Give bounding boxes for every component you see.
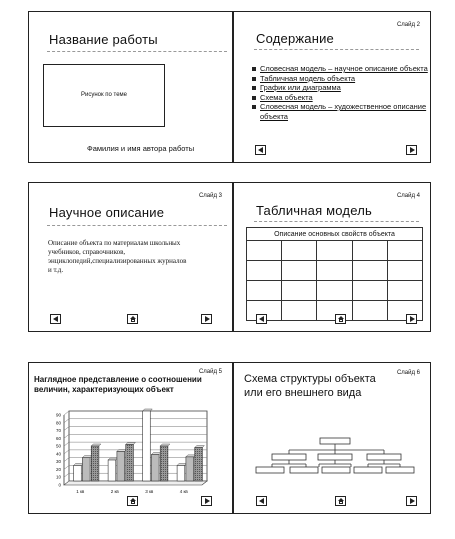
slide-3 — [28, 182, 233, 332]
home-button[interactable] — [127, 314, 138, 324]
bar — [117, 451, 125, 481]
bar-chart — [29, 405, 233, 505]
leaf-node — [322, 467, 350, 473]
bar — [126, 444, 134, 481]
triangle-left-icon — [259, 316, 264, 322]
slide-1 — [28, 11, 233, 163]
slide-5 — [28, 362, 233, 514]
bar — [186, 457, 194, 481]
bar — [195, 448, 203, 481]
x-tick-label: 1 кв — [76, 489, 85, 494]
prev-button[interactable] — [255, 145, 266, 155]
gridline-side — [64, 465, 69, 469]
chart-floor — [64, 481, 207, 485]
gridline-side — [64, 434, 69, 438]
root-node — [320, 438, 350, 444]
title-rule — [254, 221, 419, 222]
x-tick-label: 3 кв — [145, 489, 154, 494]
bar-top — [151, 453, 161, 455]
x-tick-label: 4 кв — [179, 489, 188, 494]
bar — [151, 455, 159, 481]
contents-item[interactable]: Табличная модель объекта — [252, 74, 430, 84]
home-button[interactable] — [335, 314, 346, 324]
prev-button[interactable] — [256, 496, 267, 506]
prev-button[interactable] — [50, 314, 61, 324]
child-node — [272, 454, 306, 460]
triangle-right-icon — [410, 498, 415, 504]
gridline-side — [64, 450, 69, 454]
leaf-node — [354, 467, 382, 473]
y-tick-label: 20 — [55, 466, 61, 472]
picture-label: Рисунок по теме — [80, 92, 128, 98]
title-rule — [47, 51, 227, 52]
description-text: Описание объекта по материалам школьных учебников, справочников, энциклопедий,специализированных журналов и т.д. — [48, 239, 187, 274]
slide-6-title: Схема структуры объекта или его внешнего вида — [244, 373, 376, 399]
next-button[interactable] — [406, 496, 417, 506]
gridline-side — [64, 419, 69, 423]
bar — [108, 460, 116, 481]
next-button[interactable] — [201, 314, 212, 324]
next-button[interactable] — [406, 314, 417, 324]
x-tick-label: 2 кв — [110, 489, 119, 494]
gridline-side — [64, 442, 69, 446]
bar — [91, 446, 99, 481]
y-tick-label: 90 — [55, 412, 61, 418]
slide-number: Слайд 6 — [396, 370, 420, 376]
triangle-left-icon — [259, 498, 264, 504]
slide-number: Слайд 5 — [198, 369, 222, 375]
child-node — [318, 454, 352, 460]
triangle-right-icon — [205, 498, 210, 504]
leaf-node — [290, 467, 318, 473]
title-rule — [254, 49, 419, 50]
gridline-side — [64, 473, 69, 477]
bar — [177, 465, 185, 481]
slide-number: Слайд 4 — [396, 193, 420, 199]
bar-top — [195, 446, 205, 448]
slide-2-title: Содержание — [256, 31, 334, 46]
y-tick-label: 80 — [55, 420, 61, 426]
home-button[interactable] — [335, 496, 346, 506]
slide-3-title: Научное описание — [49, 205, 165, 220]
y-tick-label: 60 — [55, 435, 61, 441]
y-tick-label: 50 — [55, 443, 61, 449]
prev-button[interactable] — [256, 314, 267, 324]
y-tick-label: 70 — [55, 428, 61, 434]
contents-item[interactable]: График или диаграмма — [252, 83, 430, 93]
slide-6 — [233, 362, 431, 514]
gridline-side — [64, 411, 69, 415]
y-tick-label: 30 — [55, 459, 61, 465]
y-tick-label: 10 — [55, 474, 61, 480]
triangle-left-icon — [53, 316, 58, 322]
title-rule — [47, 225, 227, 226]
contents-item[interactable]: Схема объекта — [252, 93, 430, 103]
slide-5-title: Наглядное представление о соотношении величин, характеризующих объект — [34, 375, 202, 394]
leaf-node — [256, 467, 284, 473]
table-header: Описание основных свойств объекта — [247, 228, 423, 241]
contents-item[interactable]: Словесная модель – научное описание объекта — [252, 64, 430, 74]
slide-number: Слайд 3 — [198, 193, 222, 199]
bar — [160, 446, 168, 481]
slide-2 — [233, 11, 431, 163]
slide-number: Слайд 2 — [396, 22, 420, 28]
leaf-node — [386, 467, 414, 473]
structure-diagram — [234, 433, 431, 503]
next-button[interactable] — [406, 145, 417, 155]
properties-table — [246, 227, 423, 321]
contents-list — [252, 64, 430, 121]
bar — [82, 458, 90, 481]
bar — [74, 465, 82, 481]
triangle-right-icon — [410, 316, 415, 322]
slide-4-title: Табличная модель — [256, 203, 372, 218]
child-node — [367, 454, 401, 460]
y-tick-label: 0 — [58, 482, 61, 488]
triangle-left-icon — [258, 147, 263, 153]
triangle-right-icon — [410, 147, 415, 153]
home-button[interactable] — [127, 496, 138, 506]
triangle-right-icon — [205, 316, 210, 322]
author-name: Фамилия и имя автора работы — [87, 144, 195, 153]
picture-placeholder — [43, 64, 165, 127]
gridline-side — [64, 458, 69, 462]
bar — [143, 411, 151, 481]
slide-1-title: Название работы — [49, 32, 158, 47]
slide-4 — [233, 182, 431, 332]
gridline-side — [64, 427, 69, 431]
next-button[interactable] — [201, 496, 212, 506]
contents-item[interactable]: Словесная модель – художественное описание объекта — [252, 102, 430, 121]
y-tick-label: 40 — [55, 451, 61, 457]
